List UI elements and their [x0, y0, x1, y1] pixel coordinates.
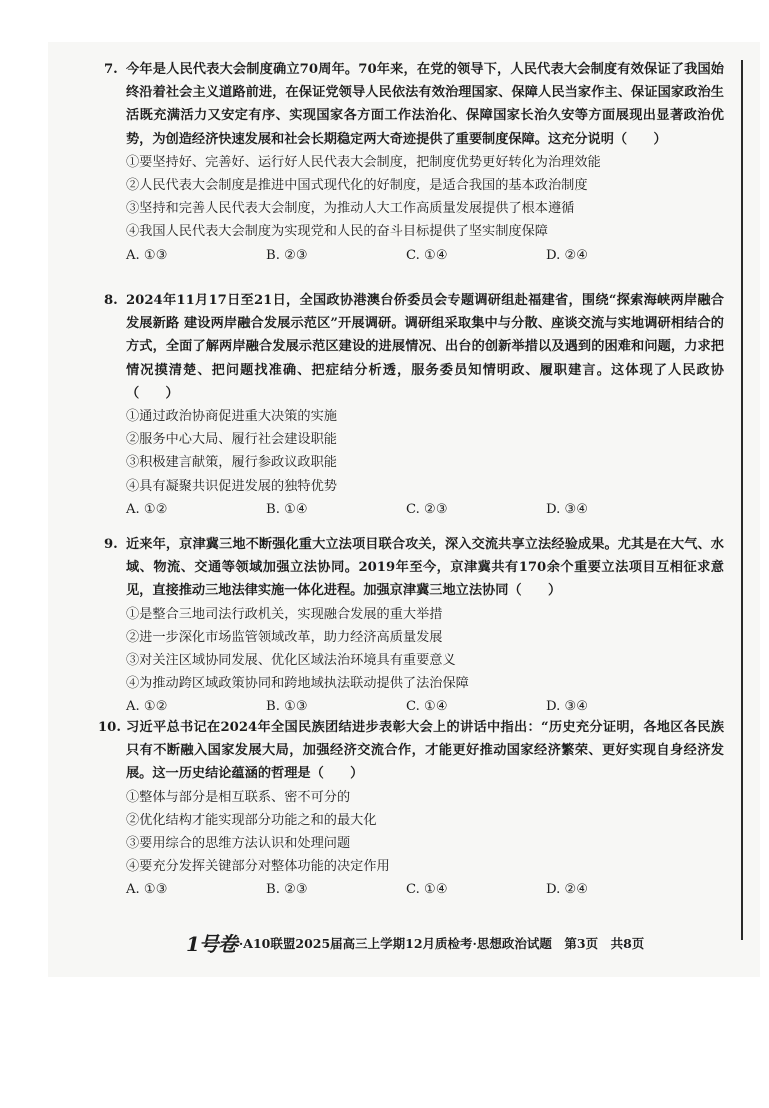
exam-brand-logo: 1号卷 [186, 932, 237, 956]
choice-b[interactable]: B. ②③ [266, 247, 308, 263]
question-text: 习近平总书记在2024年全国民族团结进步表彰大会上的讲话中指出：“历史充分证明，各地区各民族只有不断融入国家发展大局，加强经济交流合作，才能更好推动国家经济繁荣、更好实现自身经济发展。这一历史结论蕴涵的哲理是（ ） [126, 720, 724, 782]
question-text: 今年是人民代表大会制度确立70周年。70年来，在党的领导下，人民代表大会制度有效保证了我国始终沿着社会主义道路前进，在保证党领导人民依法有效治理国家、保障人民当家作主、保证国家政治生活既充满活力又安定有序、实现国家各方面工作法治化、保障国家长治久安等方面展现出显著政治优势，为创造经济快速发展和社会长期稳定两大奇迹提供了重要制度保障。这充分说明（ ） [126, 62, 724, 147]
choice-d[interactable]: D. ②④ [546, 882, 589, 898]
choice-c[interactable]: C. ②③ [406, 501, 448, 517]
question-7 [104, 58, 724, 267]
answer-choices [104, 878, 724, 901]
statement-3: ③积极建言献策，履行参政议政职能 [126, 455, 337, 471]
choice-a[interactable]: A. ①② [126, 699, 168, 715]
statement-3: ③坚持和完善人民代表大会制度，为推动人大工作高质量发展提供了根本遵循 [126, 201, 575, 217]
statement-2: ②服务中心大局、履行社会建设职能 [126, 432, 337, 448]
binding-margin-line [741, 60, 743, 940]
question-text: 近来年，京津冀三地不断强化重大立法项目联合攻关，深入交流共享立法经验成果。尤其是在大气、水域、物流、交通等领域加强立法协同。2019年至今，京津冀共有170余个重要立法项目互相征求意见，直接推动三地法律实施一体化进程。加强京津冀三地立法协同（ ） [126, 537, 724, 599]
choice-d[interactable]: D. ③④ [546, 699, 589, 715]
statement-4: ④要充分发挥关键部分对整体功能的决定作用 [126, 859, 390, 875]
statement-4: ④为推动跨区域政策协同和跨地域执法联动提供了法治保障 [126, 676, 469, 692]
question-stem [98, 716, 724, 786]
statement-3: ③对关注区域协同发展、优化区域法治环境具有重要意义 [126, 653, 456, 669]
question-8 [104, 289, 724, 521]
footer-text: ·A10联盟2025届高三上学期12月质检考·思想政治试题 第3页 共8页 [238, 935, 645, 951]
question-stem [104, 58, 724, 151]
statement-2: ②进一步深化市场监管领域改革，助力经济高质量发展 [126, 629, 443, 645]
question-number: 10. [98, 720, 121, 735]
question-9 [104, 533, 724, 719]
statement-1: ①整体与部分是相互联系、密不可分的 [126, 789, 351, 805]
answer-choices [104, 498, 724, 521]
choice-d[interactable]: D. ③④ [546, 501, 589, 517]
choice-c[interactable]: C. ①④ [406, 882, 448, 898]
question-number: 7. [104, 62, 118, 77]
choice-b[interactable]: B. ①④ [266, 501, 308, 517]
question-text: 2024年11月17日至21日，全国政协港澳台侨委员会专题调研组赴福建省，围绕“探索海峡两岸融合发展新路 建设两岸融合发展示范区”开展调研。调研组采取集中与分散、座谈交流与实地调研相结合的方式，全面了解两岸融合发展示范区建设的进展情况、出台的创新举措以及遇到的困难和问题，力求把情况摸清楚、把问题找准确、把症结分析透，服务委员知情明政、履职建言。这体现了人民政协（ ） [126, 293, 724, 401]
statement-2: ②人民代表大会制度是推进中国式现代化的好制度，是适合我国的基本政治制度 [126, 178, 588, 194]
question-stem [104, 289, 724, 405]
statement-4: ④具有凝聚共识促进发展的独特优势 [126, 478, 337, 494]
statement-1: ①通过政治协商促进重大决策的实施 [126, 409, 337, 425]
statement-1: ①是整合三地司法行政机关，实现融合发展的重大举措 [126, 606, 443, 622]
choice-b[interactable]: B. ②③ [266, 882, 308, 898]
question-10 [98, 716, 724, 902]
page-footer [186, 928, 644, 957]
choice-a[interactable]: A. ①③ [126, 247, 168, 263]
choice-c[interactable]: C. ①④ [406, 699, 448, 715]
choice-d[interactable]: D. ②④ [546, 247, 589, 263]
choice-b[interactable]: B. ①③ [266, 699, 308, 715]
question-number: 8. [104, 293, 118, 308]
choice-a[interactable]: A. ①② [126, 501, 168, 517]
question-stem [104, 533, 724, 603]
choice-c[interactable]: C. ①④ [406, 247, 448, 263]
choice-a[interactable]: A. ①③ [126, 882, 168, 898]
statement-2: ②优化结构才能实现部分功能之和的最大化 [126, 812, 377, 828]
statement-3: ③要用综合的思维方法认识和处理问题 [126, 836, 351, 852]
question-number: 9. [104, 537, 118, 552]
answer-choices [104, 244, 724, 267]
statement-4: ④我国人民代表大会制度为实现党和人民的奋斗目标提供了坚实制度保障 [126, 224, 548, 240]
statement-1: ①要坚持好、完善好、运行好人民代表大会制度，把制度优势更好转化为治理效能 [126, 154, 601, 170]
